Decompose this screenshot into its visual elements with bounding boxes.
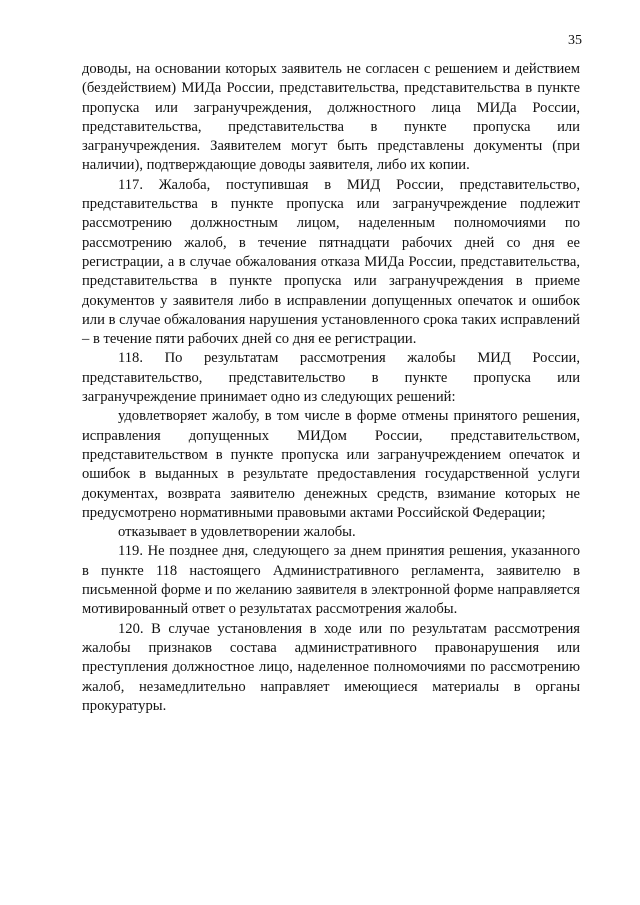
paragraph-118-option-refuse: отказывает в удовлетворении жалобы. — [118, 524, 356, 541]
paragraph-118-option-satisfy: удовлетворяет жалобу, в том числе в форме отмены принятого решения, исправления допущенных МИДом России, представительством, представительством в пункте пропуска или загранучреждением опечаток и ошибок в выданных в результате предоставления государственной услуги документах, возврата заявителю денежных средств, взимание которых не предусмотрено нормативными правовыми актами Российской Федерации; — [82, 408, 580, 521]
document-body — [82, 60, 580, 716]
paragraph-continuation: доводы, на основании которых заявитель не согласен с решением и действием (бездействием) МИДа России, представительства, представительства в пункте пропуска или загранучреждения, должностного лица МИДа России, представительства, представительства в пункте пропуска или загранучреждения. Заявителем могут быть представлены документы (при наличии), подтверждающие доводы заявителя, либо их копии. — [82, 61, 580, 174]
page-number: 35 — [568, 33, 582, 48]
paragraph-120: 120. В случае установления в ходе или по результатам рассмотрения жалобы признаков состава административного правонарушения или преступления должностное лицо, наделенное полномочиями по рассмотрению жалоб, незамедлительно направляет имеющиеся материалы в органы прокуратуры. — [82, 620, 580, 714]
paragraph-119: 119. Не позднее дня, следующего за днем принятия решения, указанного в пункте 118 настоящего Административного регламента, заявителю в письменной форме и по желанию заявителя в электронной форме направляется мотивированный ответ о результатах рассмотрения жалобы. — [82, 543, 580, 618]
paragraph-117: 117. Жалоба, поступившая в МИД России, представительство, представительства в пункте пропуска или загранучреждение подлежит рассмотрению должностным лицом, наделенным полномочиями по рассмотрению жалоб, в течение пятнадцати рабочих дней со дня ее регистрации, а в случае обжалования отказа МИДа России, представительства, представительства в пункте пропуска или загранучреждения в приеме документов у заявителя либо в исправлении допущенных опечаток и ошибок или в случае обжалования нарушения установленного срока таких исправлений – в течение пяти рабочих дней со дня ее регистрации. — [82, 176, 580, 348]
paragraph-118: 118. По результатам рассмотрения жалобы МИД России, представительство, представительство в пункте пропуска или загранучреждение принимает одно из следующих решений: — [82, 350, 580, 406]
